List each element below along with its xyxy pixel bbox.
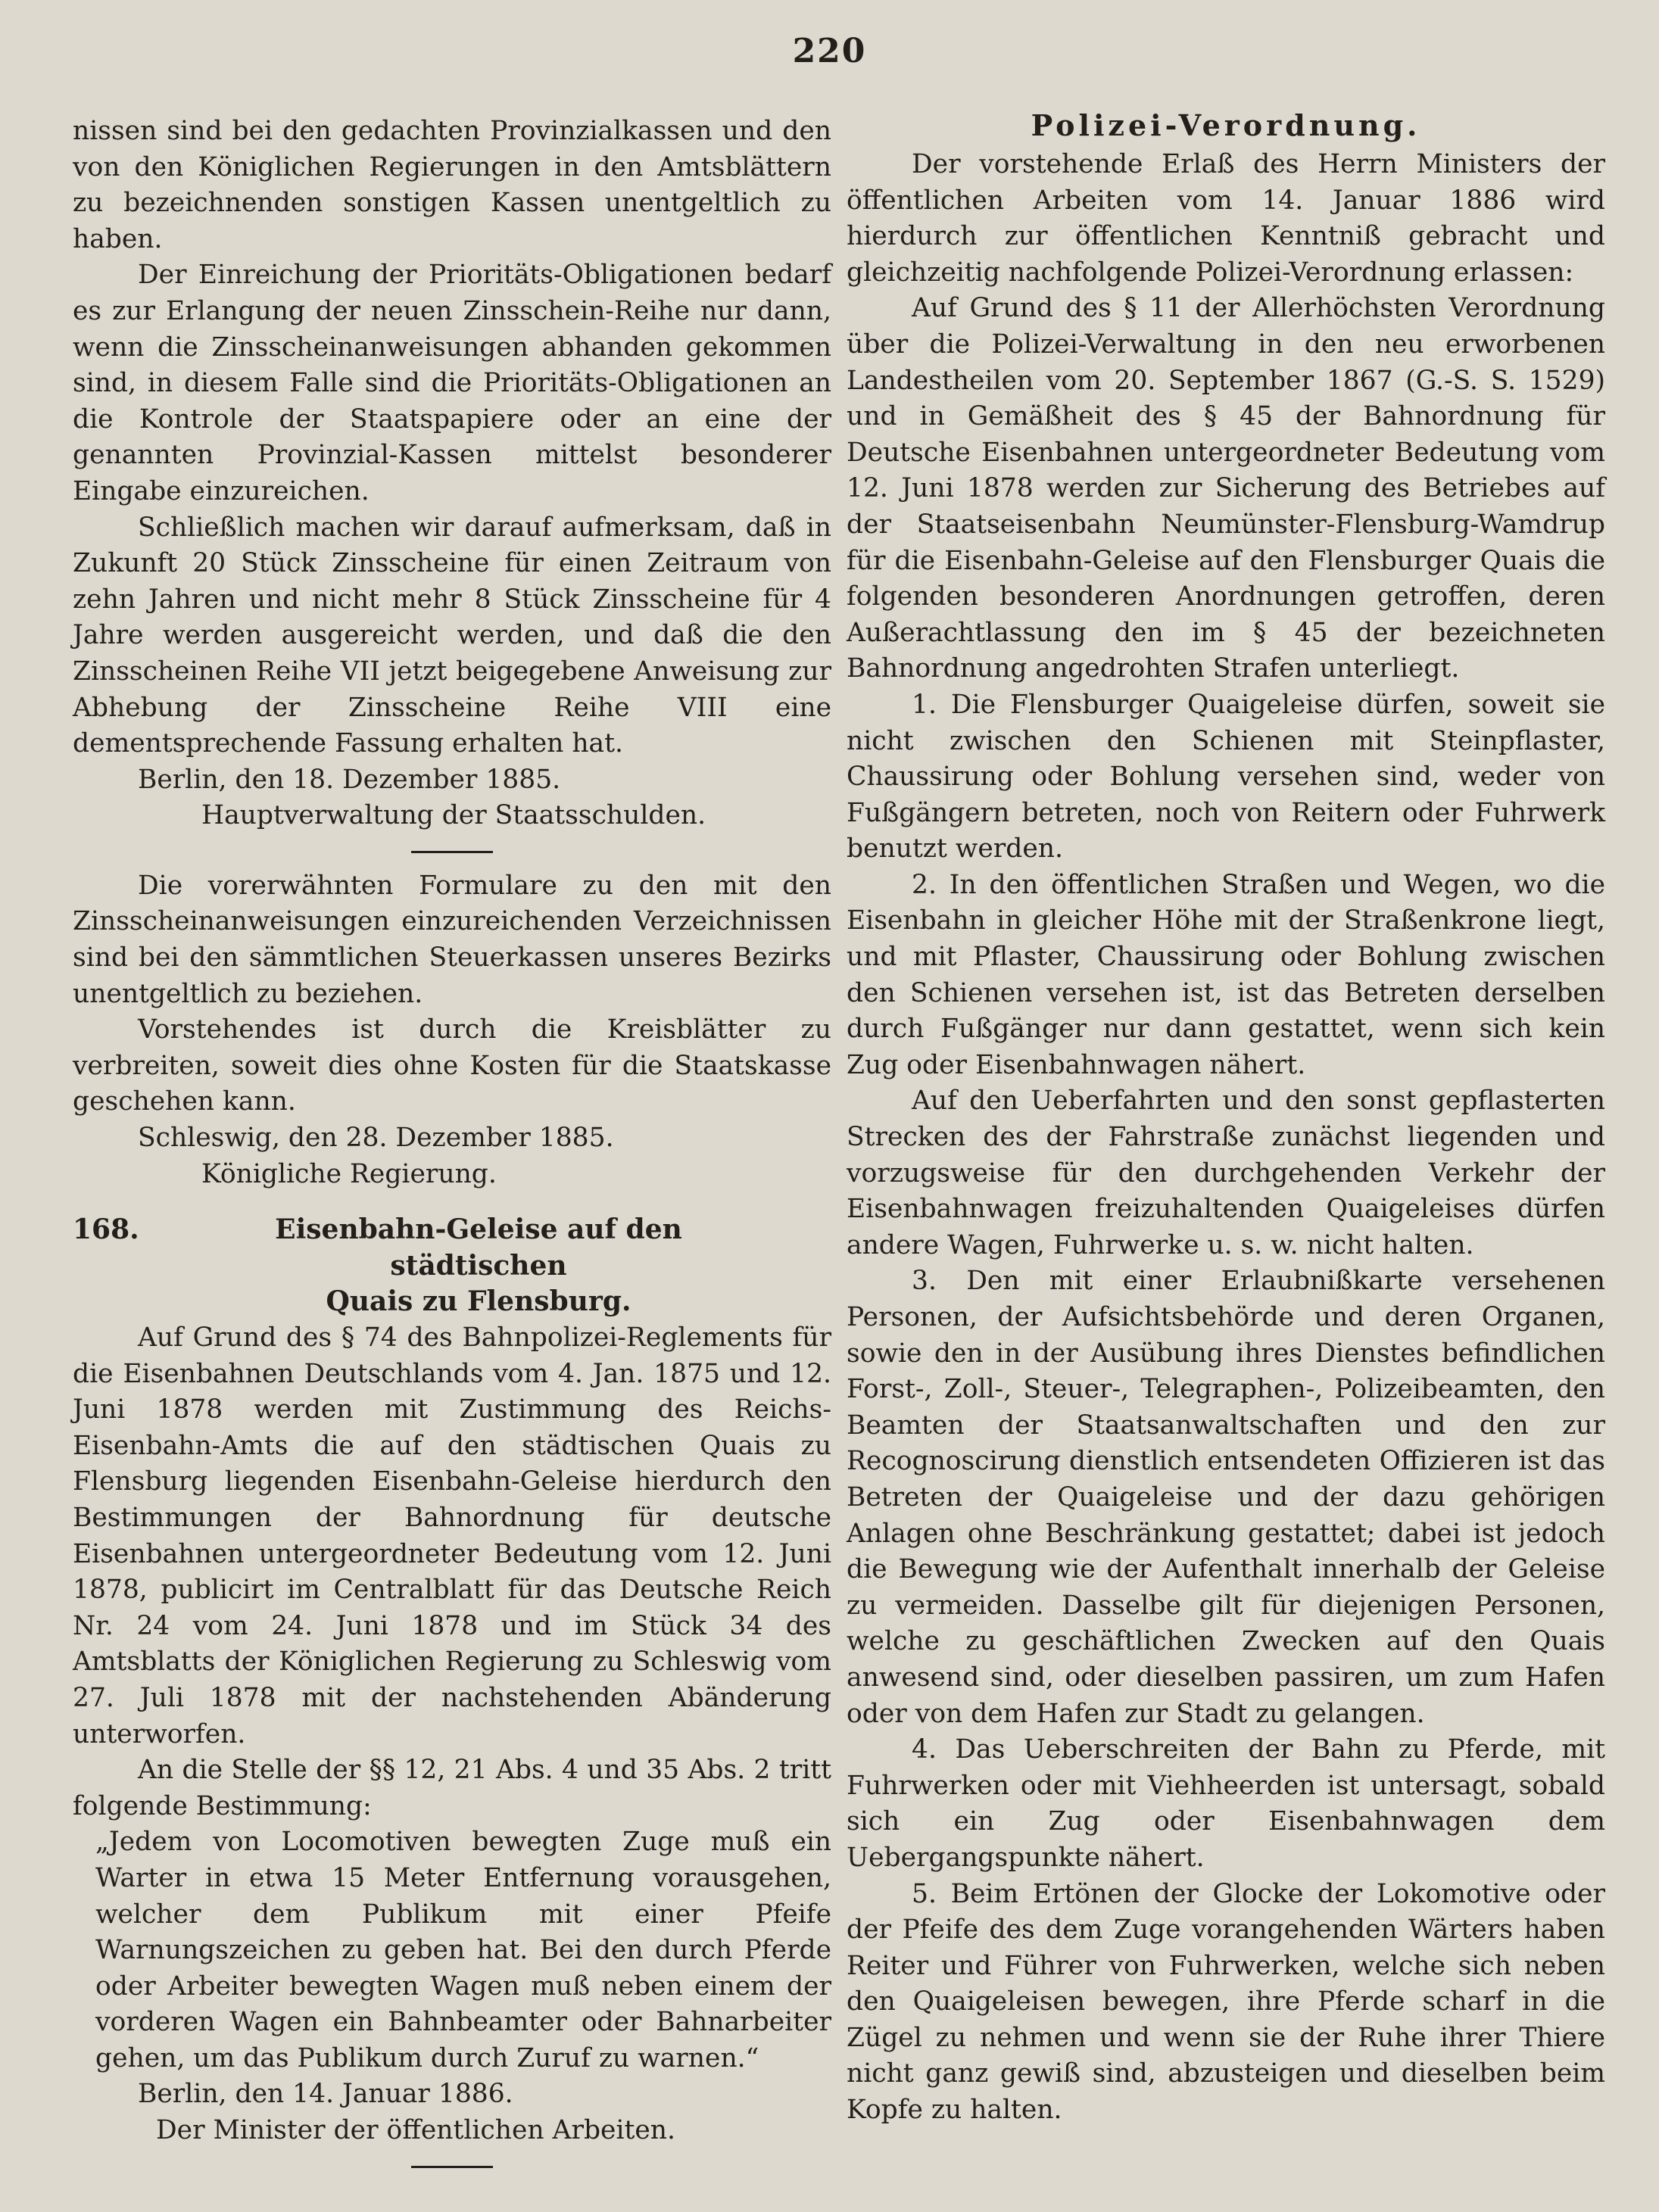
signature-place-date: Berlin, den 18. Dezember 1885.: [138, 764, 561, 795]
section-title-line: Quais zu Flensburg.: [326, 1285, 631, 1318]
paragraph: Auf Grund des § 74 des Bahnpolizei-Reglements für die Eisenbahnen Deutschlands vom 4. Jan. 1875 und 12. Juni 1878 werden mit Zustimmung des Reichs-Eisenbahn-Amts die auf den städtischen Quais zu Flensburg liegenden Eisenbahn-Geleise hierdurch den Bestimmungen der Bahnordnung für deutsche Eisenbahnen untergeordneter Bedeutung vom 12. Juni 1878, publicirt im Centralblatt für das Deutsche Reich Nr. 24 vom 24. Juni 1878 und im Stück 34 des Amtsblatts der Königlichen Regierung zu Schleswig vom 27. Juli 1878 mit der nachstehenden Abänderung unterworfen.: [73, 1323, 831, 1749]
section-heading: [73, 1212, 831, 1320]
section-title: [186, 1212, 831, 1320]
signature-place-date: Berlin, den 14. Januar 1886.: [138, 2079, 513, 2110]
left-column: [73, 114, 831, 2183]
signature-place-date: Schleswig, den 28. Dezember 1885.: [138, 1123, 614, 1154]
paragraph: Der Einreichung der Prioritäts-Obligationen bedarf es zur Erlangung der neuen Zinsschein-Reihe nur dann, wenn die Zinsscheinanweisungen abhanden gekommen sind, in diesem Falle sind die Prioritäts-Obligationen an die Kontrole der Staatspapiere oder an eine der genannten Provinzial-Kassen mittelst besonderer Eingabe einzureichen.: [73, 260, 831, 506]
paragraph: 2. In den öffentlichen Straßen und Wegen, wo die Eisenbahn in gleicher Höhe mit der Straßenkrone liegt, und mit Pflaster, Chaussirung oder Bohlung zwischen den Schienen versehen ist, ist das Betreten derselben durch Fußgänger nur dann gestattet, wenn sich kein Zug oder Eisenbahnwagen nähert.: [847, 869, 1605, 1080]
paragraph: Auf Grund des § 11 der Allerhöchsten Verordnung über die Polizei-Verwaltung in den neu erworbenen Landestheilen vom 20. September 1867 (G.-S. S. 1529) und in Gemäßheit des § 45 der Bahnordnung für Deutsche Eisenbahnen untergeordneter Bedeutung vom 12. Juni 1878 werden zur Sicherung des Betriebes auf der Staatseisenbahn Neumünster-Flensburg-Wamdrup für die Eisenbahn-Geleise auf den Flensburger Quais die folgenden besonderen Anordnungen getroffen, deren Außerachtlassung den im § 45 der bezeichneten Bahnordnung angedrohten Strafen unterliegt.: [847, 293, 1605, 684]
signature-office: Der Minister der öffentlichen Arbeiten.: [156, 2115, 675, 2146]
section-title-line: Eisenbahn-Geleise auf den städtischen: [275, 1213, 682, 1282]
section-divider: [411, 2166, 493, 2168]
paragraph: nissen sind bei den gedachten Provinzialkassen und den von den Königlichen Regierungen in den Amtsblättern zu bezeichnenden sonstigen Kassen unentgeltlich zu haben.: [73, 116, 831, 254]
paragraph: An die Stelle der §§ 12, 21 Abs. 4 und 35 Abs. 2 tritt folgende Bestimmung:: [73, 1755, 831, 1821]
paragraph: Auf den Ueberfahrten und den sonst gepflasterten Strecken des der Fahrstraße zunächst liegenden und vorzugsweise für den durchgehenden Verkehr der Eisenbahnwagen freizuhaltenden Quaigeleises dürfen andere Wagen, Fuhrwerke u. s. w. nicht halten.: [847, 1086, 1605, 1260]
right-column: [847, 106, 1605, 2129]
paragraph: 4. Das Ueberschreiten der Bahn zu Pferde, mit Fuhrwerken oder mit Viehheerden ist untersagt, sobald sich ein Zug oder Eisenbahnwagen dem Uebergangspunkte nähert.: [847, 1734, 1605, 1873]
section-divider: [411, 851, 493, 853]
paragraph: Die vorerwähnten Formulare zu den mit den Zinsscheinanweisungen einzureichenden Verzeichnissen sind bei den sämmtlichen Steuerkassen unseres Bezirks unentgeltlich zu beziehen.: [73, 870, 831, 1009]
paragraph: 1. Die Flensburger Quaigeleise dürfen, soweit sie nicht zwischen den Schienen mit Steinpflaster, Chaussirung oder Bohlung versehen sind, weder von Fußgängern betreten, noch von Reitern oder Fuhrwerk benutzt werden.: [847, 689, 1605, 865]
paragraph: Vorstehendes ist durch die Kreisblätter zu verbreiten, soweit dies ohne Kosten für die Staatskasse geschehen kann.: [73, 1014, 831, 1117]
signature-office: Königliche Regierung.: [201, 1158, 497, 1189]
paragraph: 5. Beim Ertönen der Glocke der Lokomotive oder der Pfeife des dem Zuge vorangehenden Wärters haben Reiter und Führer von Fuhrwerken, welche sich neben den Quaigeleisen bewegen, ihre Pferde scharf in die Zügel zu nehmen und wenn sie der Ruhe ihrer Thiere nicht ganz gewiß sind, abzusteigen und dieselben beim Kopfe zu halten.: [847, 1878, 1605, 2126]
quoted-regulation: „Jedem von Locomotiven bewegten Zuge muß ein Warter in etwa 15 Meter Entfernung vorausgehen, welcher dem Publikum mit einer Pfeife Warnungszeichen zu geben hat. Bei den durch Pferde oder Arbeiter bewegten Wagen muß neben einem der vorderen Wagen ein Bahnbeamter oder Bahnarbeiter gehen, um das Publikum durch Zuruf zu warnen.“: [95, 1827, 831, 2073]
paragraph: Der vorstehende Erlaß des Herrn Ministers der öffentlichen Arbeiten vom 14. Januar 1886 wird hierdurch zur öffentlichen Kenntniß gebracht und gleichzeitig nachfolgende Polizei-Verordnung erlassen:: [847, 149, 1605, 288]
paragraph: 3. Den mit einer Erlaubnißkarte versehenen Personen, der Aufsichtsbehörde und deren Organen, sowie den in der Ausübung ihres Dienstes befindlichen Forst-, Zoll-, Steuer-, Telegraphen-, Polizeibeamten, den Beamten der Staatsanwaltschaften und den zur Recognoscirung dienstlich entsendeten Offizieren ist das Betreten der Quaigeleise und der dazu gehörigen Anlagen ohne Beschränkung gestattet; dabei ist jedoch die Bewegung wie der Aufenthalt innerhalb der Geleise zu vermeiden. Dasselbe gilt für diejenigen Personen, welche zu geschäftlichen Zwecken auf den Quais anwesend sind, oder dieselben passiren, um zum Hafen oder von dem Hafen zur Stadt zu gelangen.: [847, 1266, 1605, 1729]
section-number: 168.: [73, 1213, 139, 1246]
page-number: 220: [792, 32, 867, 70]
paragraph: Schließlich machen wir darauf aufmerksam, daß in Zukunft 20 Stück Zinsscheine für einen Zeitraum von zehn Jahren und nicht mehr 8 Stück Zinsscheine für 4 Jahre werden ausgereicht werden, und daß die den Zinsscheinen Reihe VII jetzt beigegebene Anweisung zur Abhebung der Zinsscheine Reihe VIII eine dementsprechende Fassung erhalten hat.: [73, 512, 831, 759]
signature-office: Hauptverwaltung der Staatsschulden.: [201, 800, 706, 831]
ordinance-title: Polizei-Verordnung.: [1031, 108, 1421, 142]
